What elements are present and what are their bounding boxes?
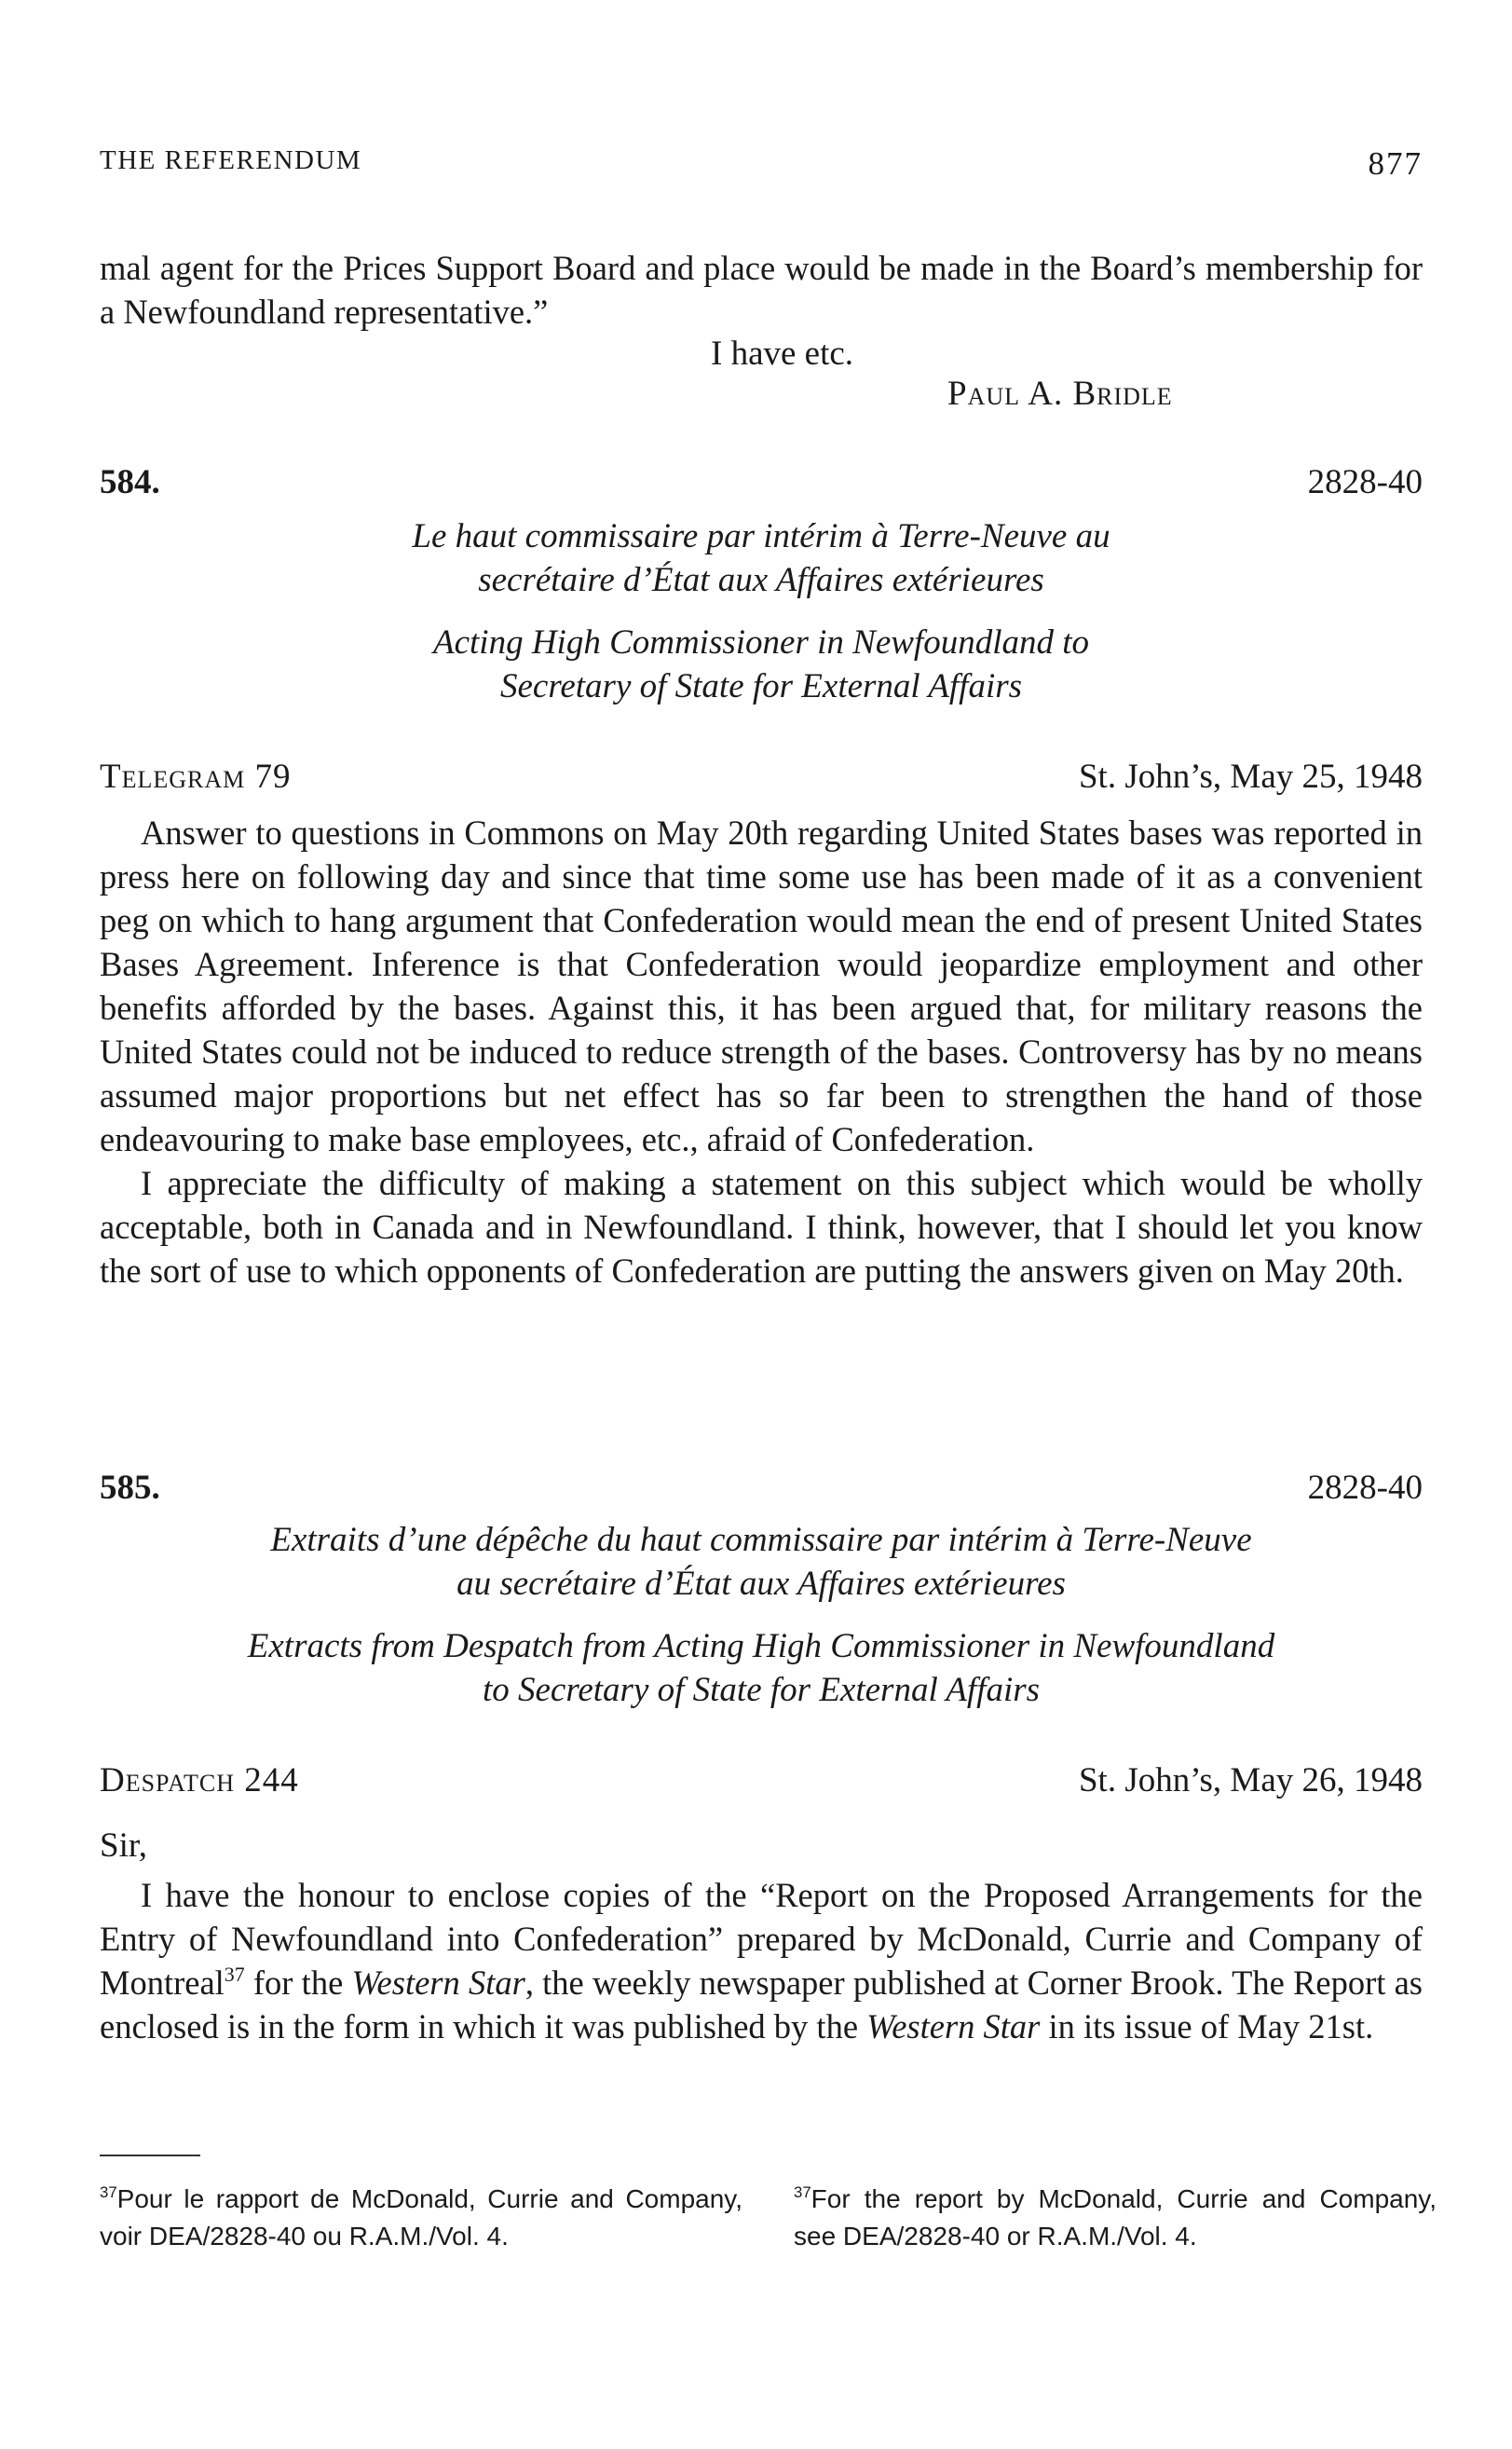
- doc-type: Despatch 244: [100, 1761, 299, 1799]
- footnote-marker: 37: [224, 1962, 245, 1986]
- signature: Paul A. Bridle: [947, 375, 1173, 413]
- title-fr-line-2: au secrétaire d’État aux Affaires extérieures: [456, 1565, 1066, 1603]
- file-reference: 2828-40: [1307, 1469, 1423, 1507]
- title-en-line-2: Secretary of State for External Affairs: [499, 667, 1023, 705]
- doc-585-heading: [100, 1468, 1423, 1514]
- body-paragraph: [100, 1873, 1423, 2048]
- publication-name-2: Western Star: [866, 2007, 1041, 2045]
- paragraph-text-2: for the: [244, 1963, 352, 2002]
- doc-584-meta: [100, 757, 1423, 803]
- document-584: [100, 462, 1423, 1293]
- footnote-rule: [100, 2155, 200, 2156]
- footnote-english: [794, 2181, 1437, 2255]
- continuation-paragraph: mal agent for the Prices Support Board and place would be made in the Board’s membership for a Newfoundland representative.”: [100, 249, 1423, 331]
- paragraph-text-1: I have the honour to enclose copies of the “Report on the Proposed Arrangements for the Entry of Newfoundland into Confederation” prepared by McDonald, Currie and Company of Montreal: [100, 1876, 1423, 2002]
- page-number: 877: [1368, 145, 1423, 182]
- title-en-line-1: Extracts from Despatch from Acting High Commissioner in Newfoundland: [247, 1627, 1275, 1665]
- footnote-french: [100, 2181, 742, 2255]
- footnote-text: Pour le rapport de McDonald, Currie and Company, voir DEA/2828-40 ou R.A.M./Vol. 4.: [100, 2184, 742, 2251]
- place-date: St. John’s, May 25, 1948: [1078, 758, 1423, 796]
- title-fr-line-2: secrétaire d’État aux Affaires extérieures: [478, 561, 1044, 599]
- closing-line: I have etc.: [711, 335, 854, 373]
- title-fr-line-1: Le haut commissaire par intérim à Terre-Neuve au: [412, 517, 1110, 555]
- doc-585-meta: [100, 1760, 1423, 1807]
- continuation-block: [100, 246, 1423, 414]
- doc-type: Telegram 79: [100, 758, 292, 796]
- file-reference: 2828-40: [1307, 463, 1423, 501]
- salutation: Sir,: [100, 1826, 147, 1865]
- paragraph-text-4: in its issue of May 21st.: [1040, 2007, 1374, 2045]
- running-title: THE REFERENDUM: [100, 145, 362, 175]
- running-header: [100, 145, 1423, 183]
- footnotes: [100, 2181, 1437, 2292]
- document-585: [100, 1468, 1423, 2048]
- body-paragraph-2: I appreciate the difficulty of making a statement on this subject which would be wholly acceptable, both in Canada and in Newfoundland. I think, however, that I should let you know the sort of use to which opponents of Confederation are putting the answers given on May 20th.: [100, 1164, 1423, 1290]
- doc-number: 584.: [100, 463, 160, 501]
- doc-number: 585.: [100, 1469, 160, 1507]
- title-en-line-1: Acting High Commissioner in Newfoundland to: [432, 623, 1090, 662]
- title-en-line-2: to Secretary of State for External Affairs: [482, 1671, 1041, 1709]
- footnote-marker: 37: [100, 2183, 117, 2202]
- doc-584-heading: [100, 462, 1423, 509]
- publication-name: Western Star: [351, 1963, 525, 2002]
- paragraph-text-3: , the weekly newspaper published at Corner Brook. The Report as enclosed is in the form in which it was published by the: [100, 1963, 1423, 2045]
- place-date: St. John’s, May 26, 1948: [1078, 1761, 1423, 1799]
- body-paragraph-1: Answer to questions in Commons on May 20th regarding United States bases was reported in press here on following day and since that time some use has been made of it as a convenient peg on which to hang argument that Confederation would mean the end of present United States Bases Agreement. Inference is that Confederation would jeopardize employment and other benefits afforded by the bases. Against this, it has been argued that, for military reasons the United States could not be induced to reduce strength of the bases. Controversy has by no means assumed major proportions but net effect has so far been to strengthen the hand of those endeavouring to make base employees, etc., afraid of Confederation.: [100, 814, 1423, 1158]
- footnote-marker: 37: [794, 2183, 811, 2202]
- title-fr-line-1: Extraits d’une dépêche du haut commissaire par intérim à Terre-Neuve: [270, 1521, 1252, 1559]
- footnote-text: For the report by McDonald, Currie and Company, see DEA/2828-40 or R.A.M./Vol. 4.: [794, 2184, 1437, 2251]
